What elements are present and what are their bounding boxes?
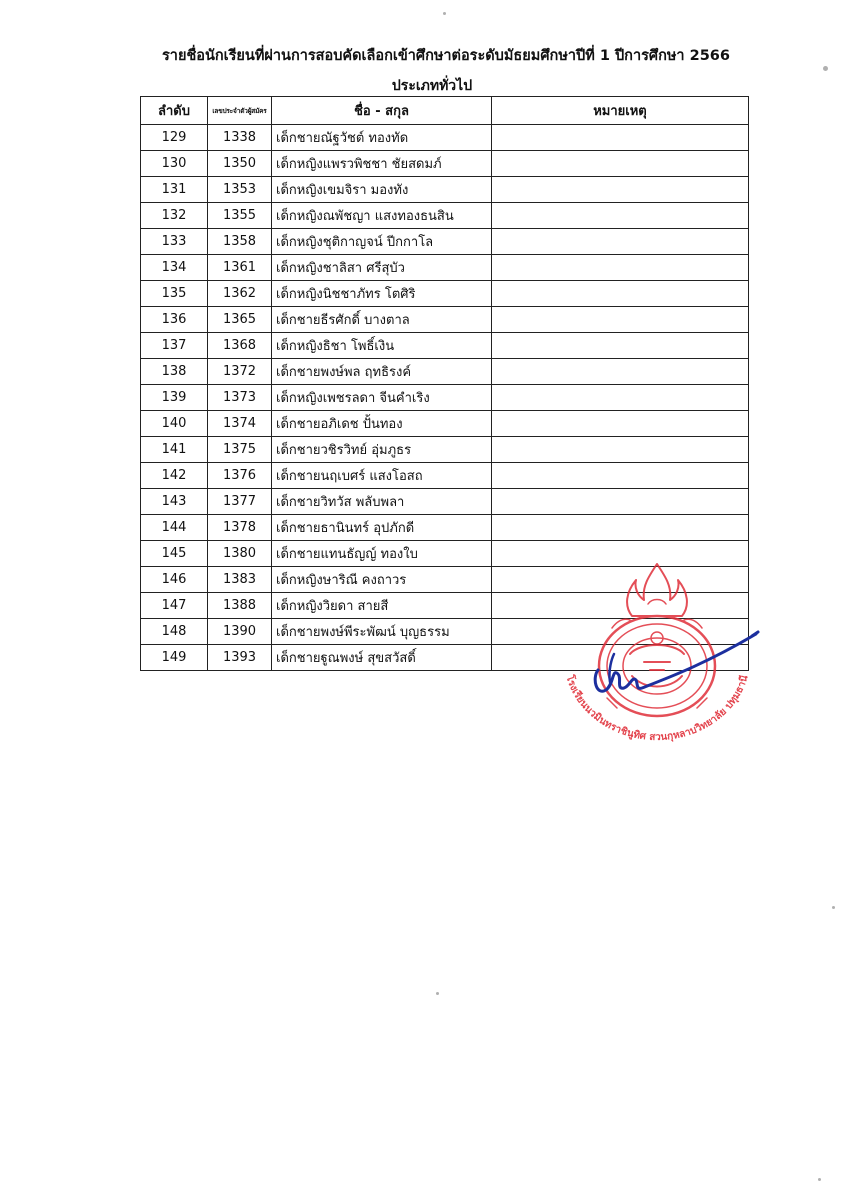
cell-remark	[492, 229, 749, 255]
table-row	[141, 151, 749, 177]
cell-applicant-id: 1374	[208, 411, 272, 437]
cell-seq: 139	[141, 385, 208, 411]
cell-applicant-id: 1338	[208, 125, 272, 151]
cell-applicant-id: 1375	[208, 437, 272, 463]
cell-remark	[492, 203, 749, 229]
cell-seq: 137	[141, 333, 208, 359]
cell-seq: 149	[141, 645, 208, 671]
cell-applicant-id: 1377	[208, 489, 272, 515]
cell-applicant-id: 1350	[208, 151, 272, 177]
table-row	[141, 385, 749, 411]
school-seal-stamp	[552, 558, 762, 758]
cell-student-name: เด็กหญิงธิชา โพธิ์เงิน	[272, 333, 492, 359]
scan-speck	[818, 1178, 821, 1181]
cell-seq: 135	[141, 281, 208, 307]
table-row	[141, 177, 749, 203]
cell-student-name: เด็กชายธีรศักดิ์ บางตาล	[272, 307, 492, 333]
cell-seq: 131	[141, 177, 208, 203]
cell-applicant-id: 1362	[208, 281, 272, 307]
table-row	[141, 203, 749, 229]
cell-remark	[492, 385, 749, 411]
cell-seq: 142	[141, 463, 208, 489]
cell-remark	[492, 255, 749, 281]
cell-student-name: เด็กชายณัฐวัชต์ ทองทัด	[272, 125, 492, 151]
cell-student-name: เด็กชายนฤเบศร์ แสงโอสถ	[272, 463, 492, 489]
signature-stroke	[595, 632, 758, 691]
cell-student-name: เด็กหญิงแพรวพิชชา ชัยสดมภ์	[272, 151, 492, 177]
cell-student-name: เด็กหญิงณพัชญา แสงทองธนสิน	[272, 203, 492, 229]
cell-student-name: เด็กชายฐูณพงษ์ สุขสวัสดิ์	[272, 645, 492, 671]
cell-applicant-id: 1368	[208, 333, 272, 359]
cell-applicant-id: 1372	[208, 359, 272, 385]
cell-remark	[492, 281, 749, 307]
table-header-row	[141, 97, 749, 125]
cell-remark	[492, 151, 749, 177]
table-row	[141, 333, 749, 359]
cell-applicant-id: 1388	[208, 593, 272, 619]
cell-applicant-id: 1358	[208, 229, 272, 255]
header-name: ชื่อ - สกุล	[272, 97, 492, 125]
cell-student-name: เด็กชายแทนธัญญ์ ทองใบ	[272, 541, 492, 567]
document-subtitle: ประเภททั่วไป	[391, 78, 473, 94]
scan-speck	[436, 992, 439, 995]
cell-seq: 132	[141, 203, 208, 229]
cell-student-name: เด็กหญิงชุติกาญจน์ ปีกกาโล	[272, 229, 492, 255]
cell-applicant-id: 1378	[208, 515, 272, 541]
cell-remark	[492, 359, 749, 385]
table-row	[141, 125, 749, 151]
cell-student-name: เด็กหญิงวิยดา สายสี	[272, 593, 492, 619]
cell-remark	[492, 307, 749, 333]
cell-remark	[492, 437, 749, 463]
cell-applicant-id: 1390	[208, 619, 272, 645]
cell-applicant-id: 1393	[208, 645, 272, 671]
cell-remark	[492, 489, 749, 515]
table-row	[141, 515, 749, 541]
cell-seq: 140	[141, 411, 208, 437]
cell-student-name: เด็กชายธานินทร์ อุปภักดี	[272, 515, 492, 541]
cell-seq: 145	[141, 541, 208, 567]
cell-applicant-id: 1376	[208, 463, 272, 489]
cell-student-name: เด็กหญิงนิชชาภัทร โตศิริ	[272, 281, 492, 307]
cell-seq: 147	[141, 593, 208, 619]
cell-remark	[492, 125, 749, 151]
table-row	[141, 437, 749, 463]
cell-seq: 133	[141, 229, 208, 255]
cell-seq: 148	[141, 619, 208, 645]
table-row	[141, 307, 749, 333]
table-row	[141, 359, 749, 385]
document-title: รายชื่อนักเรียนที่ผ่านการสอบคัดเลือกเข้าศึกษาต่อระดับมัธยมศึกษาปีที่ 1 ปีการศึกษา 2566	[162, 48, 730, 64]
scan-speck	[443, 12, 446, 15]
cell-seq: 146	[141, 567, 208, 593]
cell-seq: 129	[141, 125, 208, 151]
cell-student-name: เด็กชายอภิเดช ปั้นทอง	[272, 411, 492, 437]
table-row	[141, 255, 749, 281]
cell-student-name: เด็กชายวชิรวิทย์ อุ่มภูธร	[272, 437, 492, 463]
cell-remark	[492, 515, 749, 541]
cell-applicant-id: 1380	[208, 541, 272, 567]
cell-seq: 144	[141, 515, 208, 541]
seal-lettering: โรงเรียนนวมินทราชินูทิศ สวนกุหลาบวิทยาลัย ปทุมธานี	[563, 674, 751, 744]
cell-seq: 130	[141, 151, 208, 177]
table-row	[141, 489, 749, 515]
cell-student-name: เด็กหญิงษาริณี คงถาวร	[272, 567, 492, 593]
cell-seq: 138	[141, 359, 208, 385]
cell-seq: 134	[141, 255, 208, 281]
cell-remark	[492, 463, 749, 489]
header-applicant-id: เลขประจำตัวผู้สมัคร	[208, 97, 272, 125]
table-row	[141, 463, 749, 489]
cell-applicant-id: 1355	[208, 203, 272, 229]
cell-applicant-id: 1383	[208, 567, 272, 593]
cell-student-name: เด็กหญิงชาลิสา ศรีสุบัว	[272, 255, 492, 281]
cell-remark	[492, 177, 749, 203]
table-row	[141, 229, 749, 255]
cell-applicant-id: 1353	[208, 177, 272, 203]
header-remarks: หมายเหตุ	[492, 97, 749, 125]
scan-speck	[832, 906, 835, 909]
table-row	[141, 281, 749, 307]
cell-student-name: เด็กชายวิทวัส พลับพลา	[272, 489, 492, 515]
cell-student-name: เด็กชายพงษ์พล ฤทธิรงค์	[272, 359, 492, 385]
cell-student-name: เด็กหญิงเพชรลดา จีนคำเริง	[272, 385, 492, 411]
table-row	[141, 411, 749, 437]
cell-applicant-id: 1365	[208, 307, 272, 333]
cell-applicant-id: 1373	[208, 385, 272, 411]
cell-remark	[492, 411, 749, 437]
header-seq: ลำดับ	[141, 97, 208, 125]
cell-seq: 141	[141, 437, 208, 463]
cell-seq: 143	[141, 489, 208, 515]
cell-student-name: เด็กชายพงษ์พีระพัฒน์ บุญธรรม	[272, 619, 492, 645]
cell-applicant-id: 1361	[208, 255, 272, 281]
cell-seq: 136	[141, 307, 208, 333]
cell-remark	[492, 333, 749, 359]
cell-student-name: เด็กหญิงเขมจิรา มองทัง	[272, 177, 492, 203]
scan-speck	[823, 66, 828, 71]
